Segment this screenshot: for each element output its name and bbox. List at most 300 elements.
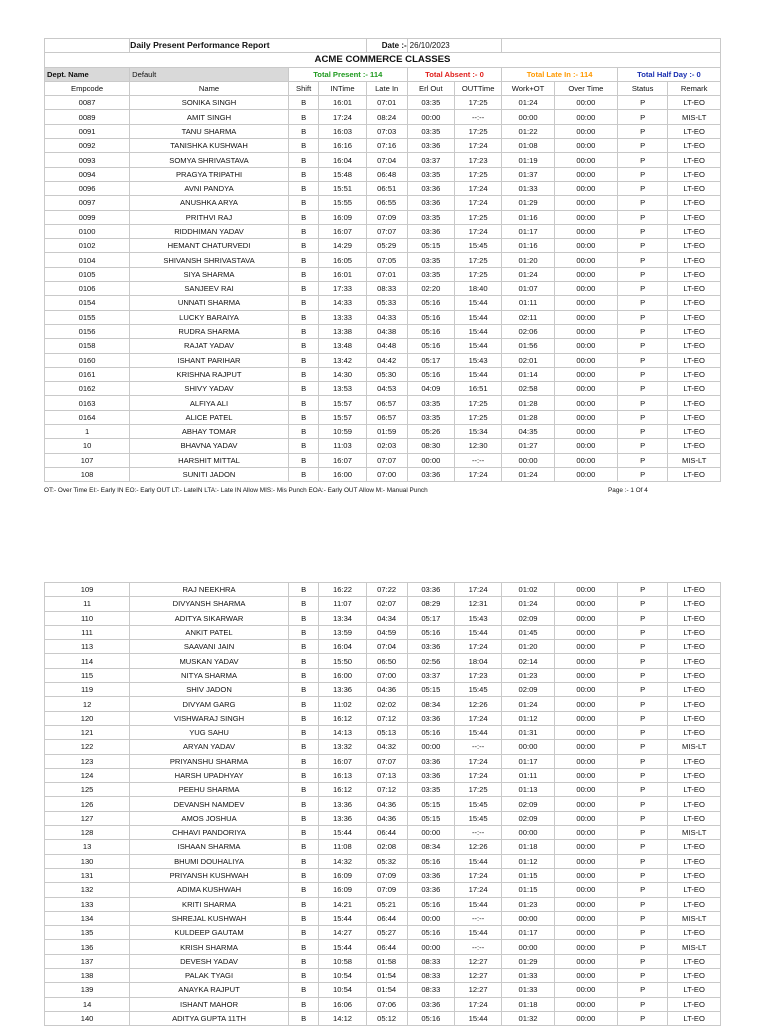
table-cell: 16:03 <box>319 124 366 138</box>
table-cell: --:-- <box>454 453 501 467</box>
table-cell: 01:33 <box>502 983 555 997</box>
table-cell: P <box>617 453 667 467</box>
table-cell: 05:16 <box>407 296 454 310</box>
table-row <box>45 296 721 310</box>
table-cell: 01:54 <box>366 983 407 997</box>
table-cell: 00:00 <box>554 611 617 625</box>
table-cell: P <box>617 439 667 453</box>
table-cell: 0092 <box>45 139 130 153</box>
table-cell: 01:23 <box>502 668 555 682</box>
table-cell: P <box>617 339 667 353</box>
table-cell: P <box>617 668 667 682</box>
table-cell: 05:16 <box>407 897 454 911</box>
table-cell: P <box>617 224 667 238</box>
table-cell: 14:32 <box>319 854 366 868</box>
table-cell: B <box>288 883 318 897</box>
table-cell: 00:00 <box>554 940 617 954</box>
table-cell: LT-EO <box>668 96 721 110</box>
table-cell: 07:12 <box>366 711 407 725</box>
table-cell: 17:24 <box>454 754 501 768</box>
table-cell: 13:32 <box>319 740 366 754</box>
table-row <box>45 668 721 682</box>
table-cell: 02:56 <box>407 654 454 668</box>
table-cell: 00:00 <box>554 310 617 324</box>
table-cell: 07:00 <box>366 668 407 682</box>
attendance-table-page-1 <box>44 38 721 482</box>
table-row <box>45 96 721 110</box>
table-cell: 08:30 <box>407 439 454 453</box>
table-cell: 00:00 <box>554 153 617 167</box>
table-cell: 05:32 <box>366 854 407 868</box>
table-cell: B <box>288 296 318 310</box>
table-cell: CHHAVI PANDORIYA <box>130 826 289 840</box>
table-cell: 15:43 <box>454 611 501 625</box>
table-cell: 05:16 <box>407 324 454 338</box>
table-cell: 00:00 <box>554 439 617 453</box>
table-cell: LT-EO <box>668 811 721 825</box>
legend-text: OT:- Over Time EI:- Early IN EO:- Early OUT LT:- LateIN LTA:- Late IN Allow MIS:- Mis Punch EOA:- Early OUT Allow M:- Manual Punch <box>44 487 428 494</box>
table-row <box>45 740 721 754</box>
table-cell: 00:00 <box>554 983 617 997</box>
table-cell: 115 <box>45 668 130 682</box>
table-row <box>45 467 721 481</box>
company-name: ACME COMMERCE CLASSES <box>45 53 721 67</box>
table-row <box>45 911 721 925</box>
table-cell: B <box>288 840 318 854</box>
table-cell: 13:48 <box>319 339 366 353</box>
table-cell: SHIV JADON <box>130 683 289 697</box>
table-cell: 00:00 <box>554 640 617 654</box>
table-cell: 04:36 <box>366 683 407 697</box>
table-cell: 01:45 <box>502 625 555 639</box>
table-cell: NITYA SHARMA <box>130 668 289 682</box>
table-cell: 0163 <box>45 396 130 410</box>
table-cell: 01:12 <box>502 711 555 725</box>
table-cell: P <box>617 353 667 367</box>
table-cell: 02:20 <box>407 282 454 296</box>
table-cell: P <box>617 897 667 911</box>
table-cell: 04:33 <box>366 310 407 324</box>
table-cell: 07:07 <box>366 453 407 467</box>
report-header-row <box>45 39 721 53</box>
table-row <box>45 954 721 968</box>
table-cell: 05:27 <box>366 926 407 940</box>
table-cell: 16:16 <box>319 139 366 153</box>
table-cell: 07:13 <box>366 768 407 782</box>
table-cell: 05:15 <box>407 797 454 811</box>
table-cell: 0158 <box>45 339 130 353</box>
table-row <box>45 396 721 410</box>
table-cell: LT-EO <box>668 1011 721 1025</box>
table-cell: 08:24 <box>366 110 407 124</box>
table-cell: P <box>617 181 667 195</box>
table-cell: 07:01 <box>366 267 407 281</box>
table-cell: 13:42 <box>319 353 366 367</box>
table-row <box>45 124 721 138</box>
table-cell: 02:08 <box>366 840 407 854</box>
table-cell: P <box>617 210 667 224</box>
table-cell: LT-EO <box>668 367 721 381</box>
table-cell: 03:36 <box>407 754 454 768</box>
table-cell: 15:57 <box>319 396 366 410</box>
table-cell: B <box>288 239 318 253</box>
table-cell: 13:36 <box>319 811 366 825</box>
table-cell: ADITYA GUPTA 11TH <box>130 1011 289 1025</box>
table-cell: 02:09 <box>502 797 555 811</box>
table-cell: LT-EO <box>668 597 721 611</box>
table-cell: 15:45 <box>454 683 501 697</box>
table-cell: 01:54 <box>366 969 407 983</box>
table-cell: 18:40 <box>454 282 501 296</box>
table-cell: 01:33 <box>502 969 555 983</box>
table-cell: 14:12 <box>319 1011 366 1025</box>
table-row <box>45 969 721 983</box>
table-cell: 00:00 <box>554 410 617 424</box>
table-cell: 05:13 <box>366 725 407 739</box>
table-cell: 03:35 <box>407 210 454 224</box>
table-cell: LT-EO <box>668 196 721 210</box>
table-cell: ANAYKA RAJPUT <box>130 983 289 997</box>
table-cell: LT-EO <box>668 224 721 238</box>
table-cell: B <box>288 382 318 396</box>
table-cell: 12:27 <box>454 969 501 983</box>
table-cell: P <box>617 597 667 611</box>
table-row <box>45 139 721 153</box>
table-cell: P <box>617 640 667 654</box>
table-cell: BHUMI DOUHALIYA <box>130 854 289 868</box>
table-cell: RIDDHIMAN YADAV <box>130 224 289 238</box>
table-cell: 00:00 <box>554 467 617 481</box>
table-cell: 00:00 <box>554 181 617 195</box>
table-cell: 00:00 <box>554 353 617 367</box>
column-header: Empcode <box>45 81 130 95</box>
table-cell: 05:16 <box>407 625 454 639</box>
table-cell: B <box>288 139 318 153</box>
table-cell: PRAGYA TRIPATHI <box>130 167 289 181</box>
table-cell: 05:16 <box>407 725 454 739</box>
total-late-in: Total Late In :- 114 <box>502 67 618 81</box>
table-cell: 00:00 <box>502 826 555 840</box>
table-cell: 01:28 <box>502 410 555 424</box>
table-cell: ISHANT MAHOR <box>130 997 289 1011</box>
table-cell: P <box>617 267 667 281</box>
table-cell: P <box>617 926 667 940</box>
table-cell: PALAK TYAGI <box>130 969 289 983</box>
table-cell: P <box>617 583 667 597</box>
table-cell: P <box>617 811 667 825</box>
table-cell: SOMYA SHRIVASTAVA <box>130 153 289 167</box>
table-cell: 12:30 <box>454 439 501 453</box>
table-cell: B <box>288 339 318 353</box>
column-header: Status <box>617 81 667 95</box>
table-cell: 15:44 <box>454 725 501 739</box>
table-cell: PRIYANSHU SHARMA <box>130 754 289 768</box>
table-cell: B <box>288 96 318 110</box>
table-cell: P <box>617 768 667 782</box>
table-cell: 01:07 <box>502 282 555 296</box>
table-cell: B <box>288 396 318 410</box>
table-cell: SONIKA SINGH <box>130 96 289 110</box>
table-row <box>45 110 721 124</box>
table-cell: 0160 <box>45 353 130 367</box>
table-cell: LT-EO <box>668 640 721 654</box>
table-cell: B <box>288 124 318 138</box>
table-cell: 15:44 <box>454 1011 501 1025</box>
table-cell: 00:00 <box>407 940 454 954</box>
table-cell: B <box>288 826 318 840</box>
column-header: INTime <box>319 81 366 95</box>
table-cell: 15:44 <box>454 897 501 911</box>
table-cell: LT-EO <box>668 625 721 639</box>
table-row <box>45 282 721 296</box>
table-cell: B <box>288 410 318 424</box>
table-cell: 01:24 <box>502 597 555 611</box>
table-cell: 17:23 <box>454 153 501 167</box>
table-cell: RUDRA SHARMA <box>130 324 289 338</box>
column-header: Erl Out <box>407 81 454 95</box>
table-cell: 11:08 <box>319 840 366 854</box>
table-cell: 16:01 <box>319 267 366 281</box>
table-cell: 140 <box>45 1011 130 1025</box>
table-cell: AVNI PANDYA <box>130 181 289 195</box>
table-cell: 00:00 <box>407 110 454 124</box>
table-cell: 0155 <box>45 310 130 324</box>
table-cell: 00:00 <box>554 167 617 181</box>
table-cell: 02:03 <box>366 439 407 453</box>
table-cell: 01:12 <box>502 854 555 868</box>
table-cell: 107 <box>45 453 130 467</box>
table-cell: ISHANT PARIHAR <box>130 353 289 367</box>
table-cell: 114 <box>45 654 130 668</box>
table-cell: P <box>617 239 667 253</box>
table-cell: MIS-LT <box>668 740 721 754</box>
table-cell: 17:25 <box>454 124 501 138</box>
table-cell: 05:15 <box>407 239 454 253</box>
table-cell: 02:09 <box>502 611 555 625</box>
table-cell: LT-EO <box>668 467 721 481</box>
table-cell: LT-EO <box>668 583 721 597</box>
table-cell: LT-EO <box>668 897 721 911</box>
table-cell: B <box>288 267 318 281</box>
table-row <box>45 940 721 954</box>
table-cell: 00:00 <box>554 339 617 353</box>
table-cell: 05:16 <box>407 926 454 940</box>
table-cell: 03:35 <box>407 167 454 181</box>
table-cell: 03:35 <box>407 124 454 138</box>
table-cell: 07:01 <box>366 96 407 110</box>
table-cell: 00:00 <box>554 367 617 381</box>
table-cell: DIVYANSH SHARMA <box>130 597 289 611</box>
table-cell: 00:00 <box>554 840 617 854</box>
table-cell: 06:44 <box>366 940 407 954</box>
table-cell: P <box>617 969 667 983</box>
table-cell: P <box>617 754 667 768</box>
table-cell: 17:24 <box>454 224 501 238</box>
table-cell: 00:00 <box>554 697 617 711</box>
table-cell: TANU SHARMA <box>130 124 289 138</box>
table-cell: 0089 <box>45 110 130 124</box>
table-cell: 15:51 <box>319 181 366 195</box>
table-cell: 00:00 <box>554 239 617 253</box>
table-cell: 00:00 <box>554 740 617 754</box>
table-cell: 05:16 <box>407 854 454 868</box>
table-cell: 05:21 <box>366 897 407 911</box>
table-cell: P <box>617 425 667 439</box>
table-cell: 06:55 <box>366 196 407 210</box>
table-cell: 00:00 <box>554 625 617 639</box>
table-cell: 01:16 <box>502 239 555 253</box>
table-cell: 01:27 <box>502 439 555 453</box>
table-row <box>45 224 721 238</box>
table-cell: LT-EO <box>668 668 721 682</box>
date-label: Date :- <box>366 39 407 53</box>
table-cell: 01:11 <box>502 768 555 782</box>
table-cell: 0104 <box>45 253 130 267</box>
table-cell: 01:24 <box>502 467 555 481</box>
table-cell: 07:06 <box>366 997 407 1011</box>
table-cell: 00:00 <box>554 926 617 940</box>
table-cell: --:-- <box>454 826 501 840</box>
report-title: Daily Present Performance Report <box>130 39 367 53</box>
table-cell: --:-- <box>454 110 501 124</box>
table-cell: LT-EO <box>668 983 721 997</box>
table-cell: 08:33 <box>407 969 454 983</box>
attendance-table-page-2 <box>44 582 721 1026</box>
table-cell: 05:17 <box>407 611 454 625</box>
table-cell: B <box>288 367 318 381</box>
table-cell: SANJEEV RAI <box>130 282 289 296</box>
table-cell: 0154 <box>45 296 130 310</box>
table-cell: P <box>617 167 667 181</box>
table-cell: ALICE PATEL <box>130 410 289 424</box>
table-cell: LT-EO <box>668 840 721 854</box>
table-cell: 01:58 <box>366 954 407 968</box>
table-cell: 07:00 <box>366 467 407 481</box>
table-cell: ABHAY TOMAR <box>130 425 289 439</box>
table-cell: 17:24 <box>454 868 501 882</box>
table-cell: 1 <box>45 425 130 439</box>
table-cell: B <box>288 353 318 367</box>
table-cell: B <box>288 697 318 711</box>
total-half-day: Total Half Day :- 0 <box>617 67 720 81</box>
table-cell: B <box>288 683 318 697</box>
table-cell: 14:21 <box>319 897 366 911</box>
table-cell: HARSHIT MITTAL <box>130 453 289 467</box>
table-cell: 15:55 <box>319 196 366 210</box>
table-row <box>45 926 721 940</box>
table-cell: 17:25 <box>454 210 501 224</box>
table-cell: B <box>288 954 318 968</box>
table-row <box>45 654 721 668</box>
table-cell: 00:00 <box>554 725 617 739</box>
table-cell: 16:07 <box>319 453 366 467</box>
table-cell: 01:24 <box>502 697 555 711</box>
table-cell: B <box>288 282 318 296</box>
table-row <box>45 697 721 711</box>
table-cell: 15:44 <box>319 826 366 840</box>
table-cell: 02:07 <box>366 597 407 611</box>
table-cell: 01:20 <box>502 253 555 267</box>
table-row <box>45 153 721 167</box>
table-cell: 08:34 <box>407 697 454 711</box>
table-cell: 113 <box>45 640 130 654</box>
table-row <box>45 339 721 353</box>
table-cell: LT-EO <box>668 153 721 167</box>
table-cell: 00:00 <box>554 110 617 124</box>
table-cell: 04:09 <box>407 382 454 396</box>
table-row <box>45 711 721 725</box>
table-row <box>45 625 721 639</box>
table-cell: LT-EO <box>668 883 721 897</box>
table-cell: 00:00 <box>407 826 454 840</box>
table-cell: SUNITI JADON <box>130 467 289 481</box>
table-cell: P <box>617 282 667 296</box>
table-cell: LT-EO <box>668 797 721 811</box>
table-row <box>45 783 721 797</box>
table-cell: B <box>288 439 318 453</box>
table-cell: P <box>617 110 667 124</box>
table-cell: 00:00 <box>502 453 555 467</box>
table-cell: B <box>288 1011 318 1025</box>
table-cell: MIS-LT <box>668 940 721 954</box>
table-cell: PRITHVI RAJ <box>130 210 289 224</box>
table-cell: 05:16 <box>407 310 454 324</box>
table-cell: 0087 <box>45 96 130 110</box>
table-cell: LT-EO <box>668 711 721 725</box>
table-cell: 15:44 <box>319 911 366 925</box>
table-cell: 01:11 <box>502 296 555 310</box>
table-cell: 0093 <box>45 153 130 167</box>
table-cell: P <box>617 196 667 210</box>
table-cell: --:-- <box>454 911 501 925</box>
table-row <box>45 267 721 281</box>
table-cell: 17:24 <box>319 110 366 124</box>
table-cell: MIS-LT <box>668 911 721 925</box>
table-cell: B <box>288 811 318 825</box>
table-cell: 08:33 <box>407 954 454 968</box>
table-cell: 00:00 <box>554 583 617 597</box>
table-cell: LT-EO <box>668 382 721 396</box>
table-cell: 01:17 <box>502 754 555 768</box>
table-cell: 10:54 <box>319 983 366 997</box>
table-row <box>45 167 721 181</box>
table-cell: 00:00 <box>554 911 617 925</box>
table-cell: 01:16 <box>502 210 555 224</box>
table-cell: 00:00 <box>554 768 617 782</box>
table-row <box>45 367 721 381</box>
table-cell: 108 <box>45 467 130 481</box>
table-cell: 07:22 <box>366 583 407 597</box>
table-cell: 05:17 <box>407 353 454 367</box>
table-cell: --:-- <box>454 740 501 754</box>
table-row <box>45 181 721 195</box>
table-cell: 01:24 <box>502 96 555 110</box>
table-cell: 00:00 <box>554 382 617 396</box>
table-cell: KULDEEP GAUTAM <box>130 926 289 940</box>
table-cell: 17:25 <box>454 396 501 410</box>
table-cell: 04:59 <box>366 625 407 639</box>
table-cell: B <box>288 467 318 481</box>
table-cell: LT-EO <box>668 124 721 138</box>
table-cell: 03:36 <box>407 181 454 195</box>
table-cell: 13:34 <box>319 611 366 625</box>
table-cell: 124 <box>45 768 130 782</box>
table-cell: MIS-LT <box>668 110 721 124</box>
table-cell: --:-- <box>454 940 501 954</box>
table-row <box>45 868 721 882</box>
table-cell: 00:00 <box>554 224 617 238</box>
table-cell: 10:59 <box>319 425 366 439</box>
